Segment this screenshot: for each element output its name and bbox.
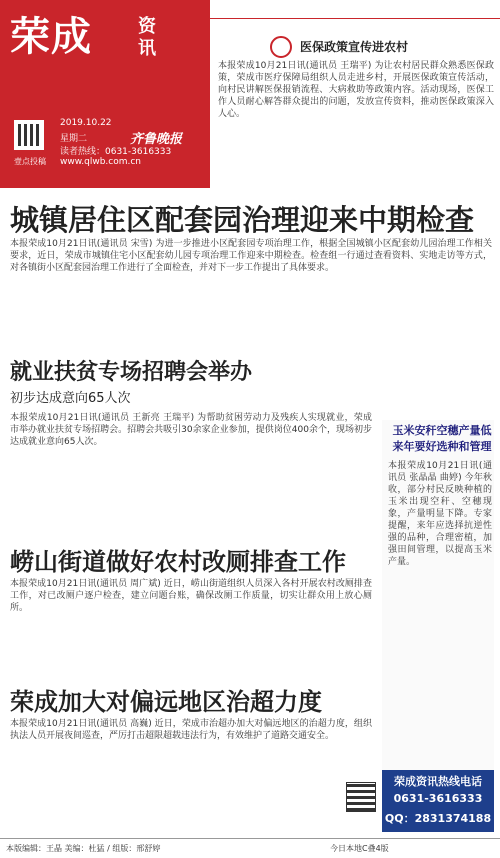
scan-label: 壹点投稿 [14,157,46,166]
article-headline: 就业扶贫专场招聘会举办 [10,360,253,385]
issue-weekday: 星期二 [60,134,88,144]
topic-title: 医保政策宣传进农村 [300,40,409,54]
masthead-logo [10,10,200,64]
sidebar-subtitle: 来年要好选种和管理 [392,440,492,453]
brand-small [138,10,198,64]
article-body: 本报荣成10月21日讯(通讯员 王新亮 王瑞平) 为帮助贫困劳动力及残疾人实现就业，荣成市举办就业扶贫专场招聘会。招聘会共吸引30余家企业参加，提供岗位400余个，现场初步达成就业意向65人次。 [10,413,372,447]
brand-small-a: 资 [138,16,156,37]
hotline-title: 荣成资讯热线电话 [394,775,482,788]
brand-small-b: 讯 [138,38,156,59]
partner-logo: 齐鲁晚报 [130,132,183,147]
qr-code-icon[interactable] [346,782,376,812]
header-divider [210,18,500,19]
article-subheadline: 初步达成意向65人次 [10,391,131,406]
hotline-qq: QQ：2831374188 [384,812,492,825]
footer-page-label: 今日本地C叠4版 [330,844,389,853]
sidebar-title: 玉米安秆空穗产量低 [392,424,492,437]
article-headline: 崂山街道做好农村改厕排查工作 [10,548,346,576]
intro-article-body: 本报荣成10月21日讯(通讯员 王瑞平) 为让农村居民群众熟悉医保政策，荣成市医疗保障局组织人员走进乡村，开展医保政策宣传活动，向村民讲解医保报销流程、大病救助等政策内容。活动现场，医保工作人员耐心解答群众提出的问题，发放宣传资料，推动医保政策深入人心。 [218,61,494,119]
topic-marker-icon [270,36,292,58]
article-headline: 荣成加大对偏远地区治超力度 [10,688,322,716]
footer-credits: 本版编辑：王晶 美编：杜猛 / 组版：邢舒婷 [6,844,161,853]
article-body: 本报荣成10月21日讯(通讯员 宋雪) 为进一步推进小区配套园专项治理工作，根据全国城镇小区配套幼儿园治理工作相关要求，近日，荣成市城镇住宅小区配套幼儿园专项治理工作迎来中期检查。检查组一行通过查看资料、实地走访等方式，对各镇街小区配套园治理工作进行了全面检查，并对下一步工作提出了具体要求。 [10,239,492,273]
article-headline: 城镇居住区配套园治理迎来中期检查 [10,203,475,237]
reader-hotline: 读者热线：0631-3616333 [60,147,172,157]
hotline-phone: 0631-3616333 [393,792,483,805]
website-link[interactable]: www.qlwb.com.cn [60,157,141,167]
issue-date: 2019.10.22 [60,118,112,128]
article-body: 本报荣成10月21日讯(通讯员 高巍) 近日，荣成市治超办加大对偏远地区的治超力度，组织执法人员开展夜间巡查，严厉打击超限超载违法行为，有效维护了道路交通安全。 [10,719,372,741]
brand-main: 荣成 [10,14,92,60]
hotline-box [382,770,494,832]
qr-code-icon[interactable] [14,120,44,150]
sidebar-body: 本报荣成10月21日讯(通讯员 张晶晶 曲婷) 今年秋收，部分村民反映种植的玉米出现空秆、空穗现象，产量明显下降。专家提醒，来年应选择抗逆性强的品种，合理密植，加强田间管理，以提高玉米产量。 [388,461,492,567]
article-body: 本报荣成10月21日讯(通讯员 周广斌) 近日，崂山街道组织人员深入各村开展农村改厕排查工作，对已改厕户逐户检查，建立问题台账，确保改厕工作质量，切实让群众用上放心厕所。 [10,579,372,613]
footer-divider [0,838,500,839]
